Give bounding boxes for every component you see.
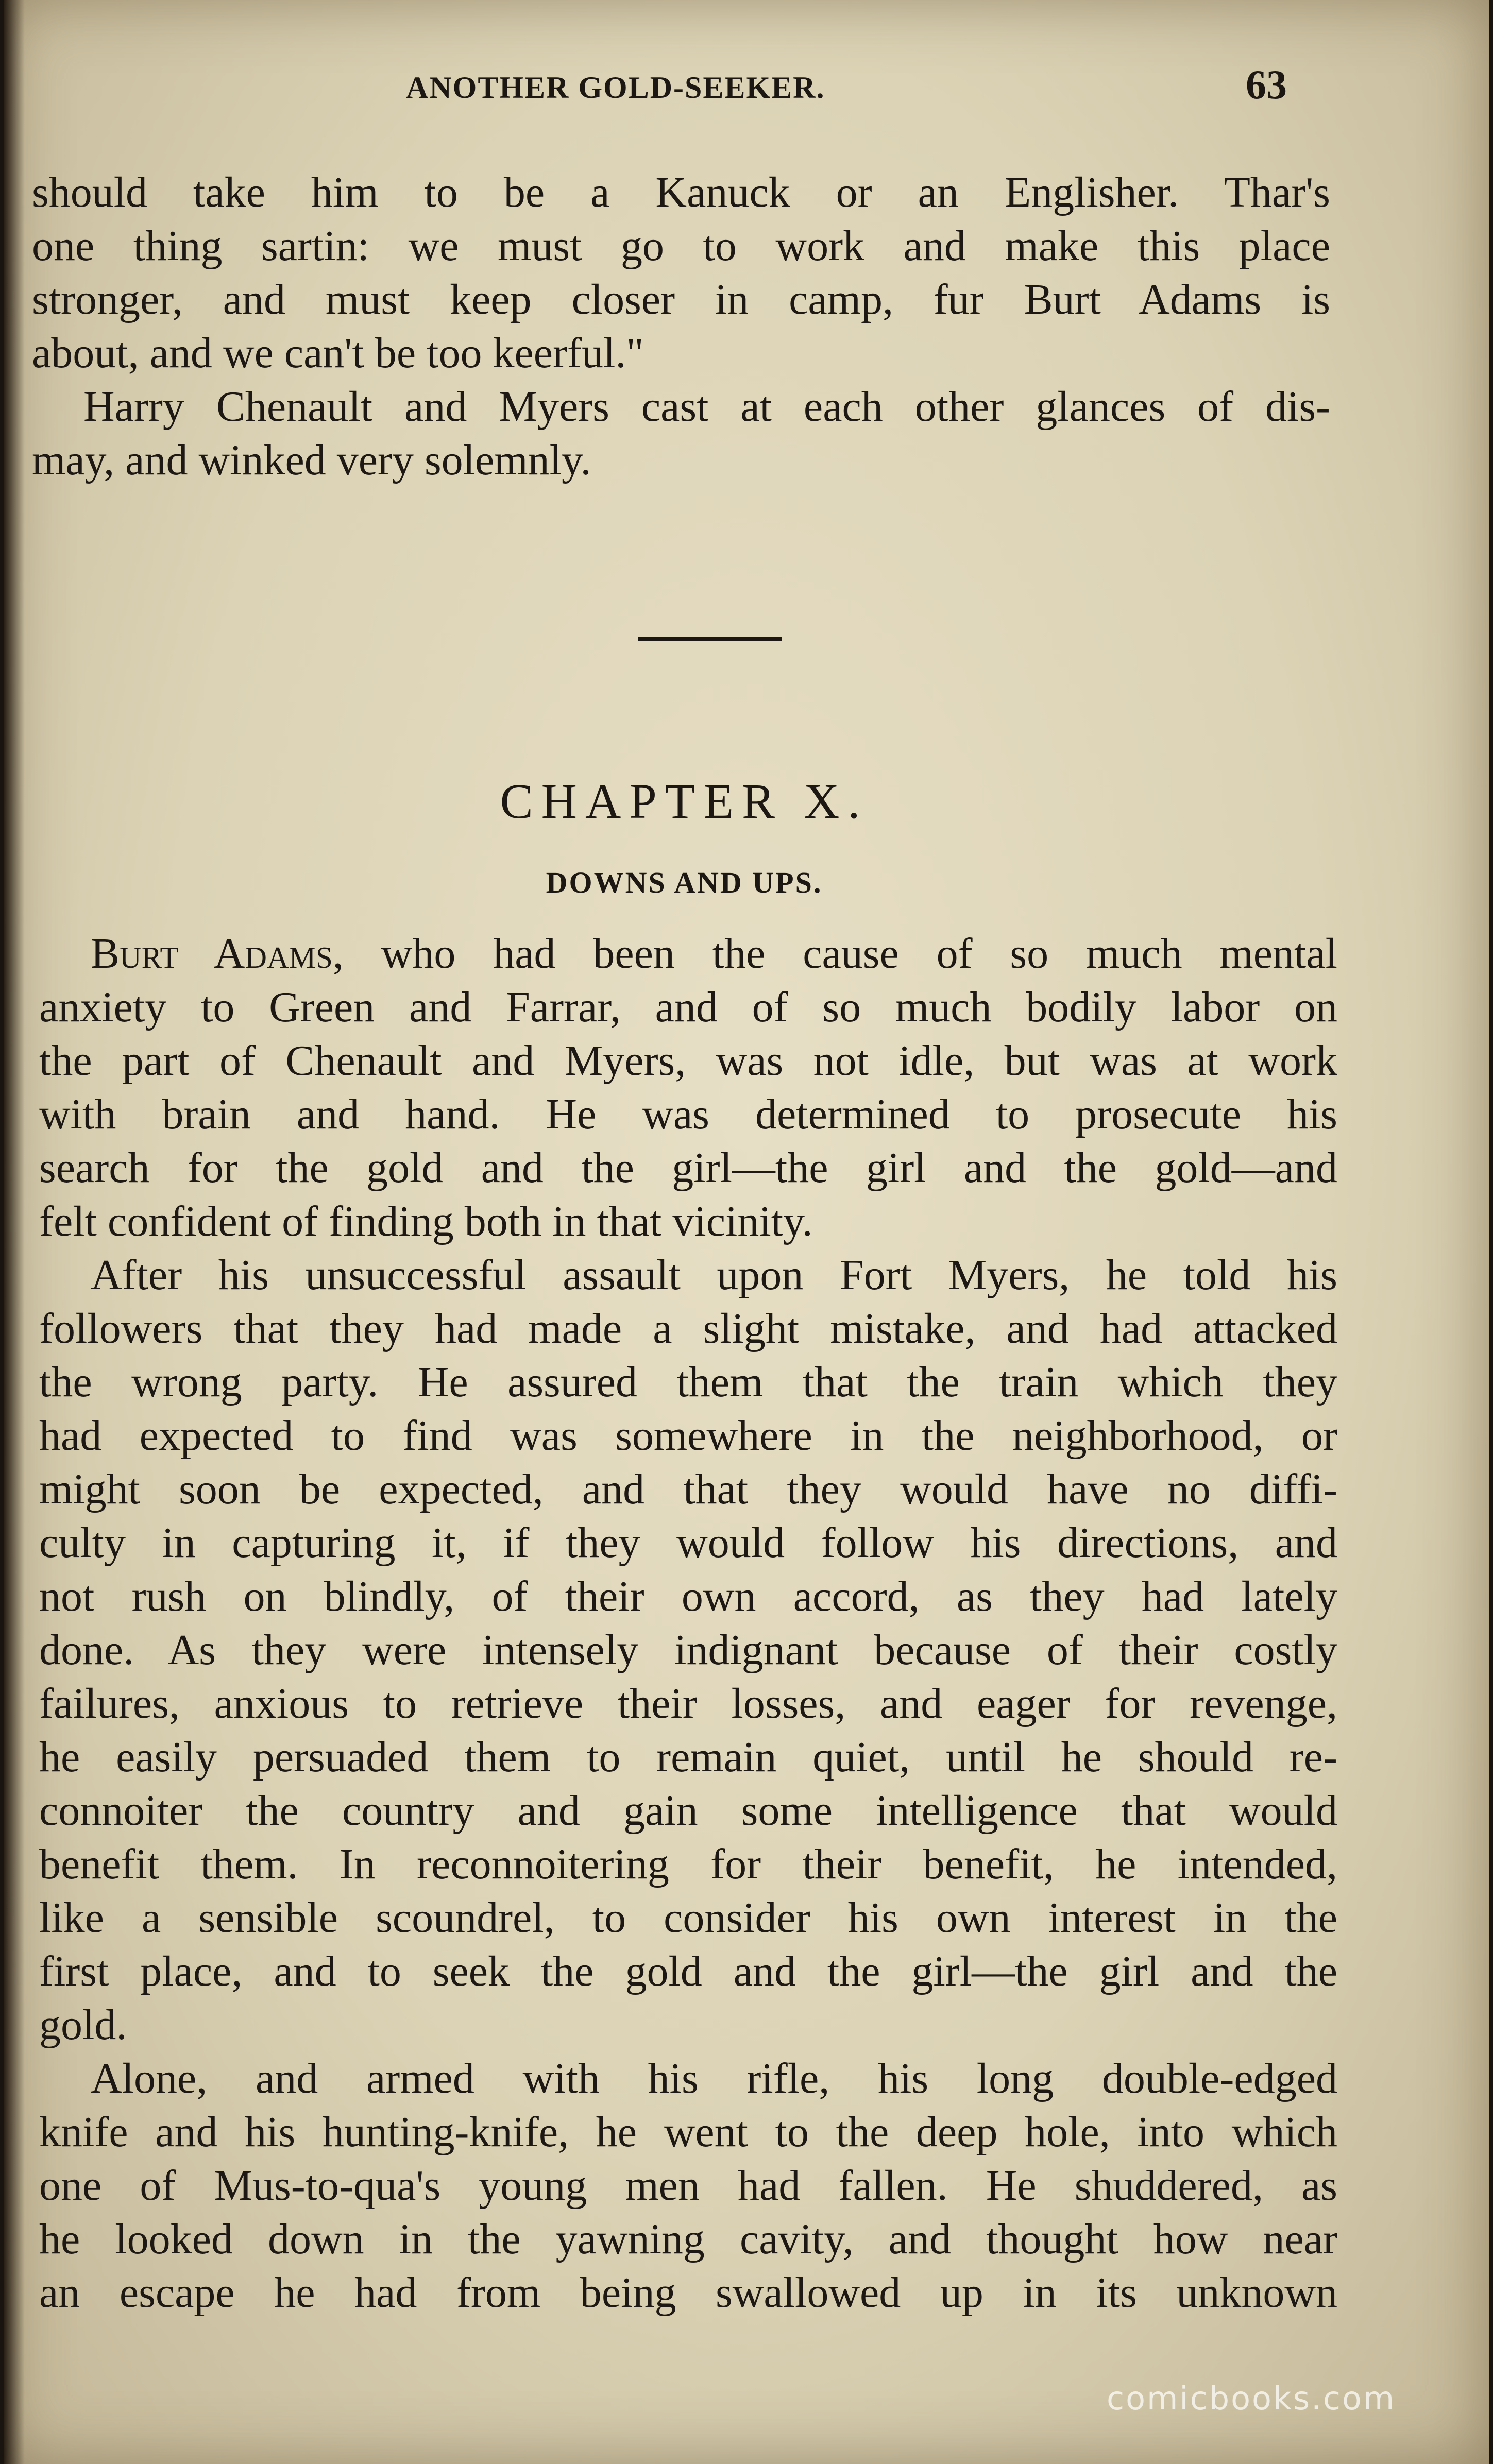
text-line: may, and winked very solemnly. xyxy=(32,436,591,484)
text-line: knife and his hunting-knife, he went to the deep hole, into which xyxy=(39,2108,1337,2156)
text-line: search for the gold and the girl—the girl and the gold—and xyxy=(39,1144,1337,1192)
book-page xyxy=(4,0,1489,2464)
watermark: comicbooks.com xyxy=(1107,2380,1396,2417)
paragraph xyxy=(32,166,1330,380)
text-line: benefit them. In reconnoitering for their benefit, he intended, xyxy=(39,1840,1337,1888)
page-number: 63 xyxy=(1246,62,1287,108)
paragraph xyxy=(32,380,1330,487)
text-line: failures, anxious to retrieve their losses, and eager for revenge, xyxy=(39,1680,1337,1727)
text-line: the part of Chenault and Myers, was not idle, but was at work xyxy=(39,1037,1337,1085)
text-line: felt confident of finding both in that vicinity. xyxy=(39,1197,813,1245)
chapter-text-block xyxy=(39,927,1337,2320)
chapter-title: CHAPTER X. xyxy=(500,774,869,829)
text-line: first place, and to seek the gold and the girl—the girl and the xyxy=(39,1947,1337,1995)
text-line: should take him to be a Kanuck or an Englisher. Thar's xyxy=(32,168,1330,216)
running-title: ANOTHER GOLD-SEEKER. xyxy=(406,71,825,105)
section-divider-rule xyxy=(638,637,782,641)
text-line: culty in capturing it, if they would follow his directions, and xyxy=(39,1519,1337,1567)
paragraph xyxy=(39,927,1337,1248)
text-line: with brain and hand. He was determined to prosecute his xyxy=(39,1090,1337,1138)
text-line: After his unsuccessful assault upon Fort Myers, he told his xyxy=(91,1251,1337,1299)
text-line: stronger, and must keep closer in camp, fur Burt Adams is xyxy=(32,276,1330,323)
text-line: gold. xyxy=(39,2001,127,2049)
text-line: about, and we can't be too keerful." xyxy=(32,329,644,377)
chapter-subtitle: DOWNS AND UPS. xyxy=(546,866,823,899)
text-line: one thing sartin: we must go to work and make this place xyxy=(32,222,1330,270)
text-line: like a sensible scoundrel, to consider his own interest in the xyxy=(39,1894,1337,1942)
page-binding-shadow xyxy=(4,0,25,2464)
paragraph xyxy=(39,2052,1337,2320)
text-line: the wrong party. He assured them that the train which they xyxy=(39,1358,1337,1406)
text-line-rest: who had been the cause of so much mental xyxy=(343,930,1337,978)
lead-name: Burt Adams, xyxy=(91,930,344,978)
text-line: one of Mus-to-qua's young men had fallen. He shuddered, as xyxy=(39,2162,1337,2210)
text-line: had expected to find was somewhere in the neighborhood, or xyxy=(39,1412,1337,1460)
text-line: followers that they had made a slight mistake, and had attacked xyxy=(39,1305,1337,1353)
text-line: Harry Chenault and Myers cast at each other glances of dis- xyxy=(83,383,1330,431)
text-line: might soon be expected, and that they would have no diffi- xyxy=(39,1465,1337,1513)
text-line: he looked down in the yawning cavity, and thought how near xyxy=(39,2215,1337,2263)
text-line: done. As they were intensely indignant because of their costly xyxy=(39,1626,1337,1674)
text-line: connoiter the country and gain some intelligence that would xyxy=(39,1787,1337,1835)
text-line xyxy=(39,927,1337,981)
continued-text-block xyxy=(32,166,1330,487)
page-header xyxy=(4,62,1489,118)
paragraph xyxy=(39,1248,1337,2052)
text-line: anxiety to Green and Farrar, and of so much bodily labor on xyxy=(39,983,1337,1031)
text-line: Alone, and armed with his rifle, his long double-edged xyxy=(91,2055,1337,2102)
text-line: not rush on blindly, of their own accord, as they had lately xyxy=(39,1572,1337,1620)
text-line: an escape he had from being swallowed up in its unknown xyxy=(39,2269,1337,2317)
text-line: he easily persuaded them to remain quiet, until he should re- xyxy=(39,1733,1337,1781)
